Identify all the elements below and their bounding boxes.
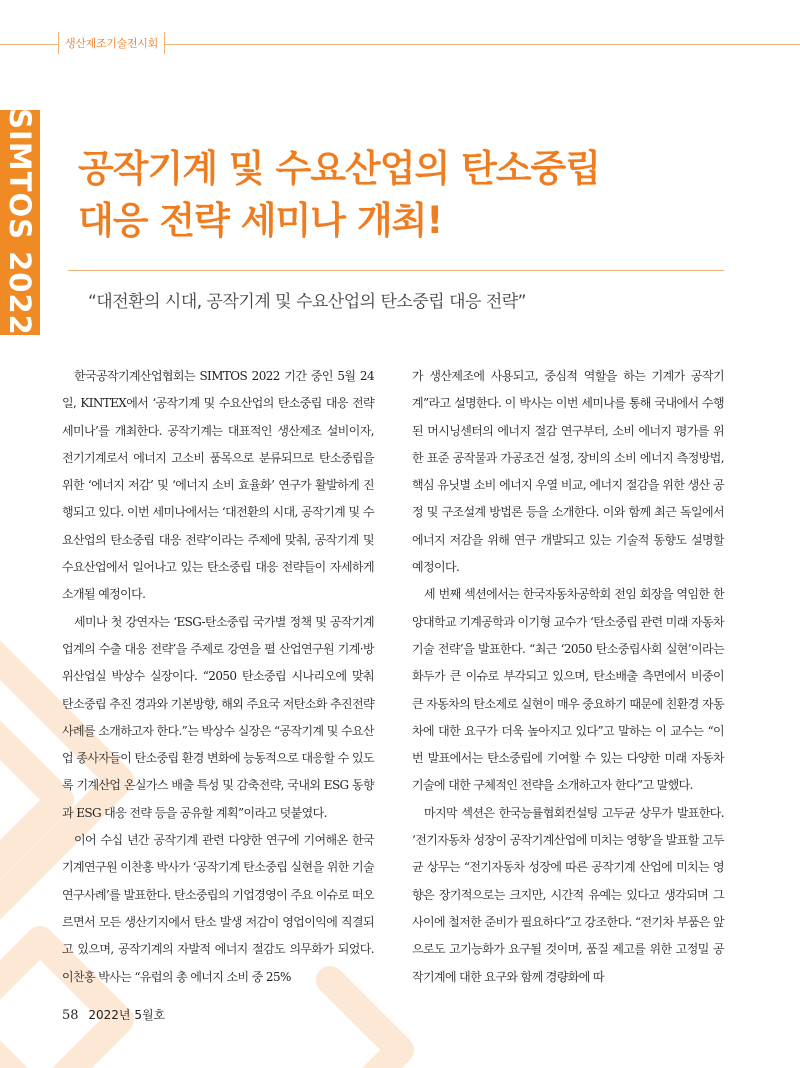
article-title-line-2: 대응 전략 세미나 개최! xyxy=(78,199,443,242)
decorative-chevron-inner xyxy=(0,700,60,900)
article-title xyxy=(78,143,728,247)
body-column-right xyxy=(412,363,724,991)
article-subtitle: “대전환의 시대, 공작기계 및 수요산업의 탄소중립 대응 전략” xyxy=(88,292,526,312)
body-column-left xyxy=(62,363,374,991)
body-paragraph: 세미나 첫 강연자는 ‘ESG-탄소중립 국가별 정책 및 공작기계 업계의 수출 대응 전략’을 주제로 강연을 펼 산업연구원 기계·방위산업실 박상수 실장이다. “2050 탄소중립 시나리오에 맞춰 탄소중립 추진 경과와 기본방향, 해외 주요국 저탄소화 추진전략 사례를 소개하고자 한다.”는 박상수 실장은 “공작기계 및 수요산업 종사자들이 탄소중립 환경 변화에 능동적으로 대응할 수 있도록 기계산업 온실가스 배출 특성 및 감축전략, 국내외 ESG 동향과 ESG 대응 전략 등을 공유할 계획”이라고 덧붙였다. xyxy=(62,614,374,820)
section-tag: 생산제조기술전시회 xyxy=(58,32,165,54)
body-paragraph: 가 생산제조에 사용되고, 중심적 역할을 하는 기계가 공작기계”라고 설명한다. 이 박사는 이번 세미나를 통해 국내에서 수행된 머시닝센터의 에너지 절감 연구부터, 소비 에너지 평가를 위한 표준 공작물과 가공조건 설정, 장비의 소비 에너지 측정방법, 핵심 유닛별 소비 에너지 우열 비교, 에너지 절감을 위한 생산 공정 및 구조설계 방법론 등을 소개한다. 이와 함께 최근 독일에서 에너지 저감을 위해 연구 개발되고 있는 기술적 동향도 설명할 예정이다. xyxy=(412,369,724,575)
body-paragraph: 세 번째 섹션에서는 한국자동차공학회 전임 회장을 역임한 한양대학교 기계공학과 이기형 교수가 ‘탄소중립 관련 미래 자동차 기술 전략’을 발표한다. “최근 ‘2050 탄소중립사회 실현’이라는 화두가 큰 이슈로 부각되고 있으며, 탄소배출 측면에서 비중이 큰 자동차의 탄소제로 실현이 매우 중요하기 때문에 친환경 자동차에 대한 요구가 더욱 높아지고 있다”고 말하는 이 교수는 “이번 발표에서는 탄소중립에 기여할 수 있는 다양한 미래 자동차 기술에 대한 구체적인 전략을 소개하고자 한다”고 말했다. xyxy=(412,587,724,793)
side-tab-label: SIMTOS 2022 xyxy=(3,108,37,336)
body-paragraph: 한국공작기계산업협회는 SIMTOS 2022 기간 중인 5월 24일, KINTEX에서 ‘공작기계 및 수요산업의 탄소중립 대응 전략 세미나’를 개최한다. 공작기계는 대표적인 생산제조 설비이자, 전기기계로서 에너지 고소비 품목으로 분류되므로 탄소중립을 위한 ‘에너지 저감’ 및 ‘에너지 소비 효율화’ 연구가 활발하게 진행되고 있다. 이번 세미나에서는 ‘대전환의 시대, 공작기계 및 수요산업의 탄소중립 대응 전략’이라는 주제에 맞춰, 공작기계 및 수요산업에서 일어나고 있는 탄소중립 대응 전략들이 자세하게 소개될 예정이다. xyxy=(62,369,374,602)
decorative-chevron-right xyxy=(330,980,400,1068)
body-paragraph: 이어 수십 년간 공작기계 관련 다양한 연구에 기여해온 한국기계연구원 이찬홍 박사가 ‘공작기계 탄소중립 실현을 위한 기술 연구사례’를 발표한다. 탄소중립의 기업경영이 주요 이슈로 떠오르면서 모든 생산기지에서 탄소 발생 저감이 영업이익에 직결되고 있으며, 공작기계의 자발적 에너지 절감도 의무화가 되었다. 이찬홍 박사는 “유럽의 총 에너지 소비 중 25% xyxy=(62,833,374,984)
issue-label: 2022년 5월호 xyxy=(88,1008,166,1022)
body-paragraph: 마지막 섹션은 한국능률협회컨설팅 고두균 상무가 발표한다. ‘전기자동차 성장이 공작기계산업에 미치는 영향’을 발표할 고두균 상무는 “전기자동차 성장에 따른 공작기계 산업에 미치는 영향은 장기적으로는 크지만, 시간적 유예는 있다고 생각되며 그 사이에 철저한 준비가 필요하다”고 강조한다. “전기차 부품은 앞으로도 고기능화가 요구될 것이며, 품질 제고를 위한 고정밀 공작기계에 대한 요구와 함께 경량화에 따 xyxy=(412,805,724,984)
page-number: 58 xyxy=(62,1008,79,1023)
page-footer xyxy=(62,1006,165,1023)
article-title-line-1: 공작기계 및 수요산업의 탄소중립 xyxy=(78,147,601,190)
title-rule xyxy=(68,270,724,271)
